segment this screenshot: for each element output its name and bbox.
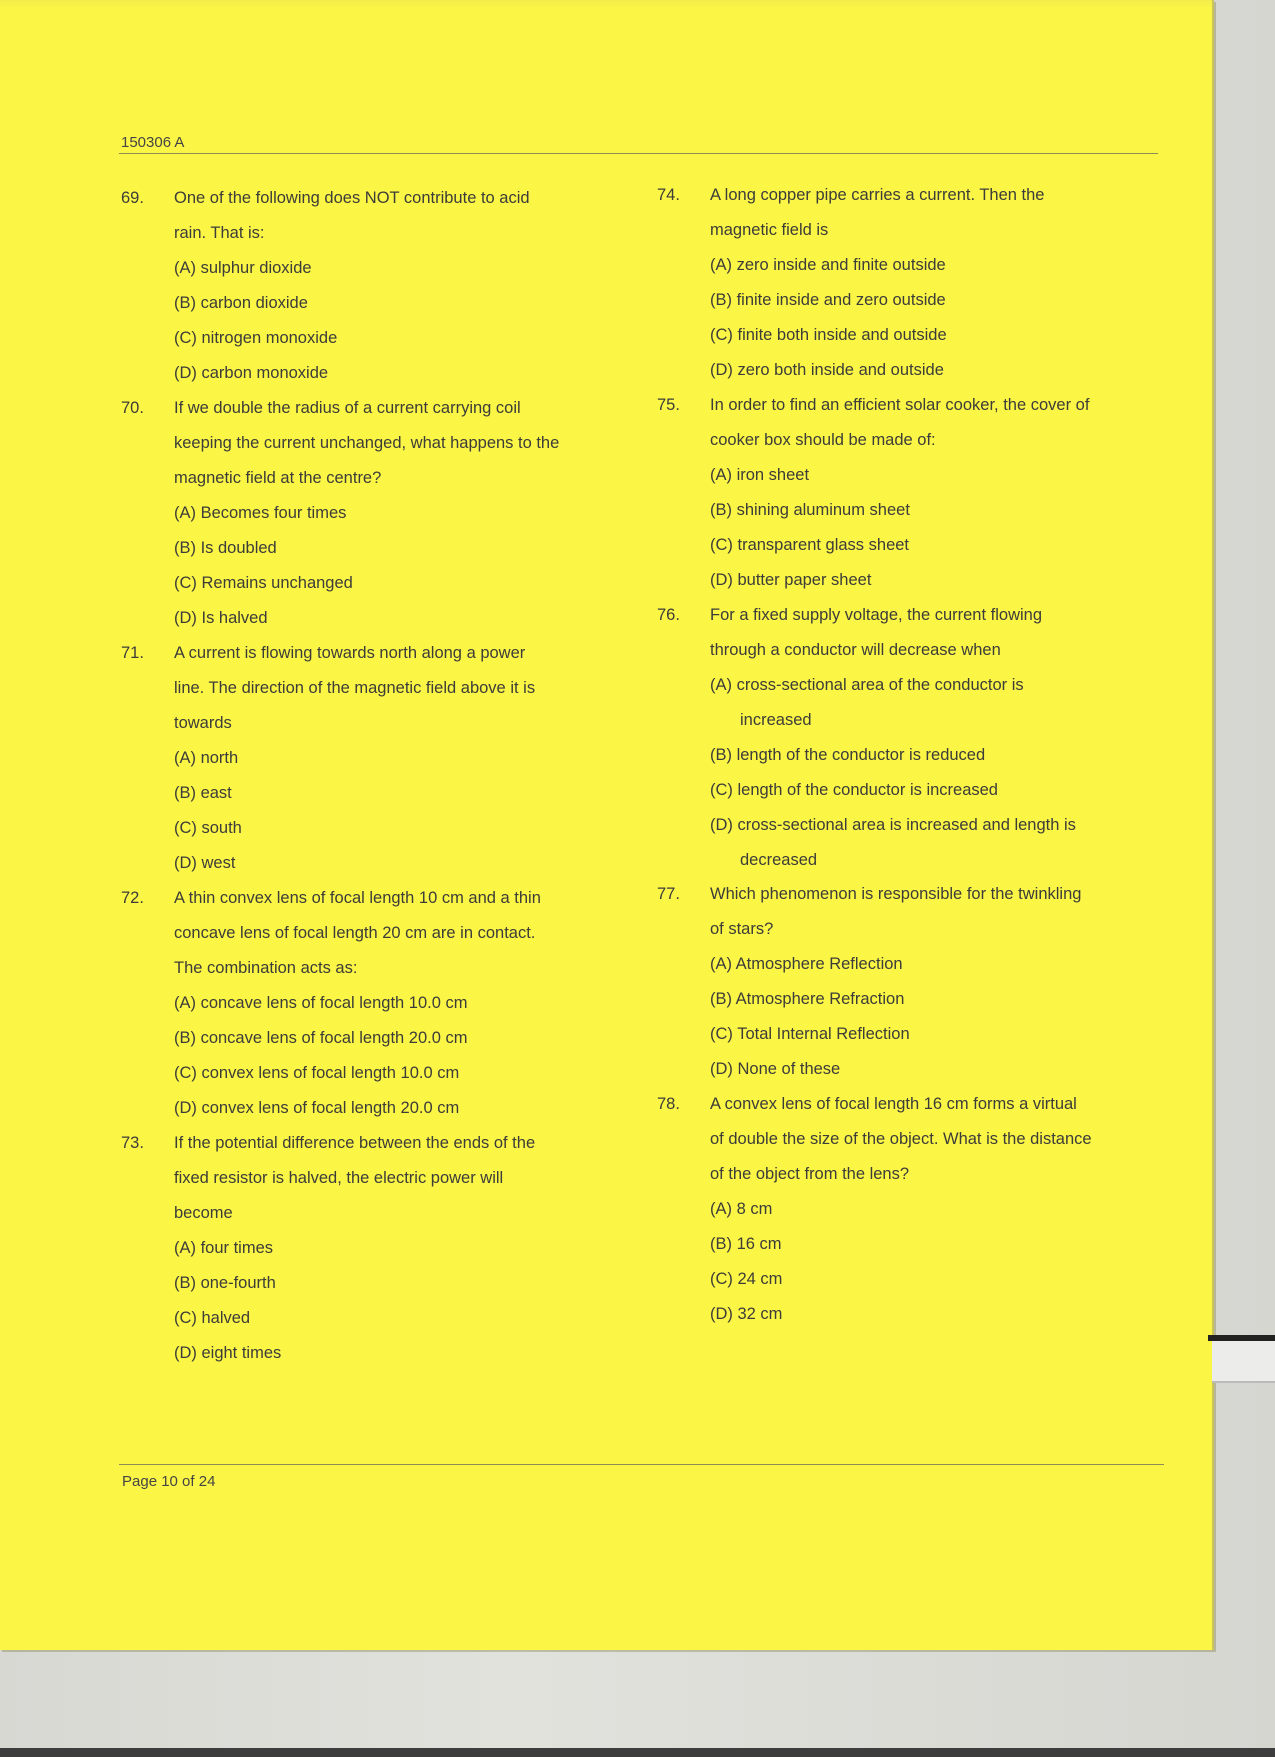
- document-code: 150306 A: [121, 134, 185, 151]
- answer-option-text: (B) carbon dioxide: [174, 294, 308, 312]
- answer-option: [174, 601, 353, 636]
- question-number: 73.: [121, 1134, 144, 1152]
- answer-option-text: (C) transparent glass sheet: [710, 536, 910, 554]
- answer-option-text: (B) length of the conductor is reduced: [710, 746, 986, 764]
- question-number: 77.: [657, 885, 680, 903]
- answer-option-text: (A) zero inside and finite outside: [710, 256, 946, 274]
- question-text-line: If we double the radius of a current carrying coil: [174, 399, 521, 417]
- question-text: [174, 636, 535, 741]
- answer-options: [174, 986, 468, 1126]
- answer-option-text: (C) Total Internal Reflection: [710, 1025, 910, 1043]
- answer-options: [174, 496, 353, 636]
- answer-option-text: (D) None of these: [710, 1060, 841, 1078]
- answer-option: [710, 947, 910, 982]
- answer-option: [174, 496, 353, 531]
- answer-option: [174, 811, 242, 846]
- answer-option-text: (B) one-fourth: [174, 1274, 276, 1292]
- footer-rule: [119, 1464, 1164, 1465]
- answer-options: [710, 248, 947, 388]
- answer-option: [710, 353, 947, 388]
- answer-options: [710, 1192, 782, 1332]
- question-number: 76.: [657, 606, 680, 624]
- answer-option-text: (B) 16 cm: [710, 1235, 782, 1253]
- answer-option: [174, 286, 337, 321]
- answer-option-text: (C) length of the conductor is increased: [710, 781, 998, 799]
- question-text-line: become: [174, 1204, 233, 1222]
- answer-option-text: (C) convex lens of focal length 10.0 cm: [174, 1064, 460, 1082]
- question-text: [710, 388, 1089, 458]
- answer-option: [174, 321, 337, 356]
- answer-option-text: decreased: [740, 851, 818, 869]
- answer-option-text: (A) sulphur dioxide: [174, 259, 312, 277]
- answer-option: [174, 776, 242, 811]
- question-text-line: A thin convex lens of focal length 10 cm and a thin: [174, 889, 541, 907]
- answer-option: [174, 846, 242, 881]
- answer-option: [174, 251, 337, 286]
- question-text-line: cooker box should be made of:: [710, 431, 936, 449]
- question-number: 74.: [657, 186, 680, 204]
- answer-option: [710, 318, 947, 353]
- question-text-line: of stars?: [710, 920, 774, 938]
- answer-option: [174, 1301, 281, 1336]
- answer-option-text: (D) Is halved: [174, 609, 268, 627]
- answer-option: [710, 738, 1076, 773]
- answer-option: [710, 563, 910, 598]
- question-text-line: A current is flowing towards north along a power: [174, 644, 526, 662]
- question-text-line: fixed resistor is halved, the electric power will: [174, 1169, 504, 1187]
- answer-option-text: (A) Becomes four times: [174, 504, 347, 522]
- answer-option: [174, 1091, 468, 1126]
- answer-option: [174, 1056, 468, 1091]
- question-number: 69.: [121, 189, 144, 207]
- scan-edge-gap: [1212, 1341, 1275, 1383]
- answer-option-text: (B) east: [174, 784, 232, 802]
- answer-option: [710, 1052, 910, 1087]
- question-text-line: of double the size of the object. What is the distance: [710, 1130, 1092, 1148]
- question-text-line: One of the following does NOT contribute to acid: [174, 189, 530, 207]
- answer-option-text: (D) convex lens of focal length 20.0 cm: [174, 1099, 460, 1117]
- answer-option: [174, 356, 337, 391]
- question-number: 71.: [121, 644, 144, 662]
- question-text-line: A convex lens of focal length 16 cm forms a virtual: [710, 1095, 1077, 1113]
- answer-option-text: (A) Atmosphere Reflection: [710, 955, 903, 973]
- question-text-line: For a fixed supply voltage, the current flowing: [710, 606, 1043, 624]
- answer-option-text: (B) shining aluminum sheet: [710, 501, 910, 519]
- answer-option-text: (C) finite both inside and outside: [710, 326, 947, 344]
- answer-option: [710, 1192, 782, 1227]
- answer-option: [710, 773, 1076, 808]
- question-text-line: magnetic field is: [710, 221, 829, 239]
- question-text-line: rain. That is:: [174, 224, 265, 242]
- answer-option-text: (A) four times: [174, 1239, 274, 1257]
- answer-option-text: (A) iron sheet: [710, 466, 810, 484]
- answer-option: [710, 528, 910, 563]
- answer-option: [174, 1021, 468, 1056]
- answer-option: [174, 531, 353, 566]
- answer-option: [710, 1297, 782, 1332]
- answer-option: [710, 982, 910, 1017]
- answer-option: [710, 1262, 782, 1297]
- answer-option-text: (C) 24 cm: [710, 1270, 783, 1288]
- question-text-line: through a conductor will decrease when: [710, 641, 1001, 659]
- question-text: [174, 881, 541, 986]
- question-text: [174, 181, 530, 251]
- answer-option: [710, 493, 910, 528]
- answer-option-text: (A) cross-sectional area of the conductor is: [710, 676, 1024, 694]
- answer-option-text: (A) concave lens of focal length 10.0 cm: [174, 994, 468, 1012]
- answer-option-text: (B) Is doubled: [174, 539, 277, 557]
- answer-option-text: (D) west: [174, 854, 236, 872]
- question-text: [174, 1126, 535, 1231]
- answer-options: [174, 1231, 281, 1371]
- answer-option-text: (A) north: [174, 749, 239, 767]
- question-text: [174, 391, 559, 496]
- answer-option: [710, 283, 947, 318]
- question-text-line: line. The direction of the magnetic field above it is: [174, 679, 536, 697]
- answer-option: [174, 1336, 281, 1371]
- question-text-line: towards: [174, 714, 232, 732]
- question-text-line: keeping the current unchanged, what happens to the: [174, 434, 560, 452]
- answer-option-text: (D) 32 cm: [710, 1305, 783, 1323]
- question-text: [710, 598, 1042, 668]
- question-text: [710, 178, 1044, 248]
- answer-option-text: (C) south: [174, 819, 242, 837]
- answer-options: [710, 947, 910, 1087]
- answer-option-text: (C) nitrogen monoxide: [174, 329, 338, 347]
- answer-option-text: (D) zero both inside and outside: [710, 361, 944, 379]
- answer-option: [710, 1227, 782, 1262]
- answer-option: [174, 1231, 281, 1266]
- question-number: 72.: [121, 889, 144, 907]
- question-text-line: Which phenomenon is responsible for the twinkling: [710, 885, 1082, 903]
- question-number: 70.: [121, 399, 144, 417]
- question-text-line: A long copper pipe carries a current. Then the: [710, 186, 1045, 204]
- question-text: [710, 1087, 1092, 1192]
- answer-option: [174, 986, 468, 1021]
- answer-option-text: (B) Atmosphere Refraction: [710, 990, 905, 1008]
- question-text: [710, 877, 1081, 947]
- answer-option: [174, 741, 242, 776]
- answer-options: [174, 741, 242, 881]
- scan-bottom-strip: [0, 1748, 1275, 1757]
- answer-option-text: (A) 8 cm: [710, 1200, 773, 1218]
- page-number: Page 10 of 24: [122, 1473, 216, 1490]
- answer-option: [710, 1017, 910, 1052]
- answer-option-text: (D) eight times: [174, 1344, 282, 1362]
- answer-options: [710, 668, 1076, 878]
- answer-option: [710, 668, 1076, 738]
- question-text-line: If the potential difference between the ends of the: [174, 1134, 536, 1152]
- answer-option-text: (D) cross-sectional area is increased and length is: [710, 816, 1076, 834]
- answer-option: [710, 458, 910, 493]
- answer-option-text: (B) concave lens of focal length 20.0 cm: [174, 1029, 468, 1047]
- answer-option-text: (B) finite inside and zero outside: [710, 291, 946, 309]
- question-text-line: magnetic field at the centre?: [174, 469, 382, 487]
- header-rule: [119, 153, 1158, 154]
- answer-option: [710, 248, 947, 283]
- answer-option: [174, 1266, 281, 1301]
- question-text-line: concave lens of focal length 20 cm are in contact.: [174, 924, 536, 942]
- answer-option-text: (C) halved: [174, 1309, 251, 1327]
- question-text-line: of the object from the lens?: [710, 1165, 910, 1183]
- answer-options: [710, 458, 910, 598]
- question-text-line: The combination acts as:: [174, 959, 358, 977]
- answer-option-text: increased: [740, 711, 812, 729]
- answer-option-text: (C) Remains unchanged: [174, 574, 353, 592]
- question-number: 75.: [657, 396, 680, 414]
- question-text-line: In order to find an efficient solar cooker, the cover of: [710, 396, 1090, 414]
- answer-option: [174, 566, 353, 601]
- question-number: 78.: [657, 1095, 680, 1113]
- answer-option-text: (D) butter paper sheet: [710, 571, 872, 589]
- answer-option: [710, 808, 1076, 878]
- answer-options: [174, 251, 337, 391]
- answer-option-text: (D) carbon monoxide: [174, 364, 329, 382]
